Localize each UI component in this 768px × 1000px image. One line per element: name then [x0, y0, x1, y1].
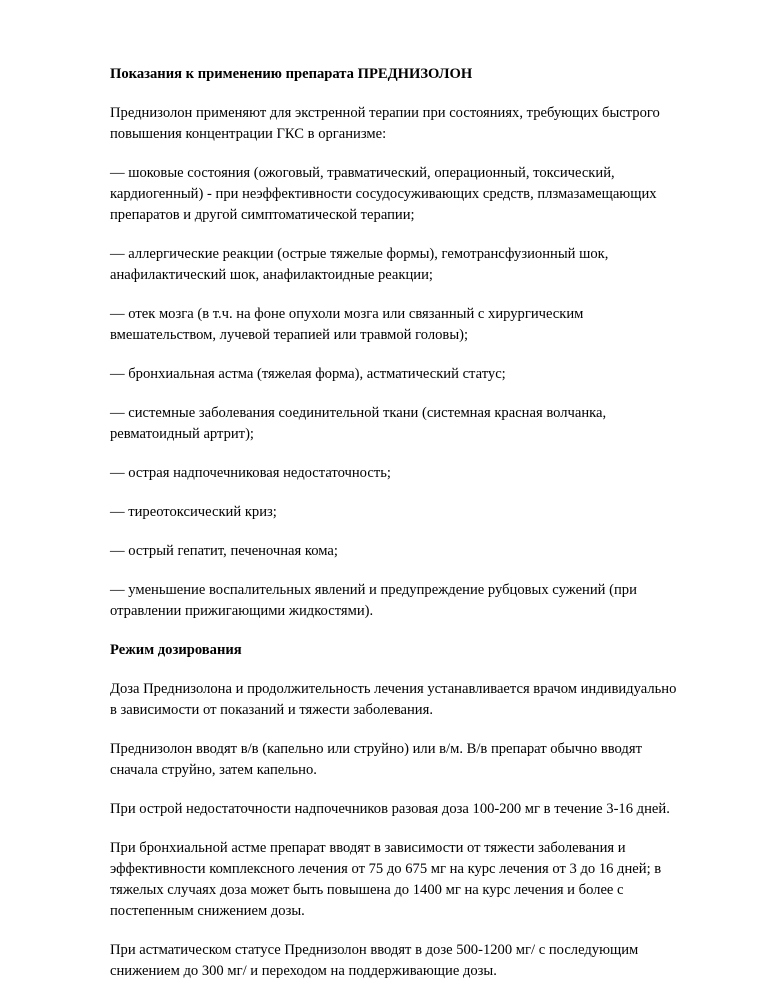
section-heading-indications: Показания к применению препарата ПРЕДНИЗОЛОН	[110, 66, 473, 82]
indication-item: — системные заболевания соединительной ткани (системная красная волчанка, ревматоидный артрит);	[110, 405, 607, 442]
indication-item: — бронхиальная астма (тяжелая форма), астматический статус;	[110, 366, 506, 382]
dosing-paragraph: При бронхиальной астме препарат вводят в зависимости от тяжести заболевания и эффективности комплексного лечения от 75 до 675 мг на курс лечения от 3 до 16 дней; в тяжелых случаях доза может быть повышена до 1400 мг на курс лечения и более с постепенным снижением дозы.	[110, 840, 662, 919]
dosing-paragraph: Преднизолон вводят в/в (капельно или струйно) или в/м. В/в препарат обычно вводят сначала струйно, затем капельно.	[110, 741, 642, 778]
dosing-paragraph: При астматическом статусе Преднизолон вводят в дозе 500-1200 мг/ с последующим снижением до 300 мг/ и переходом на поддерживающие дозы.	[110, 942, 639, 979]
document-body	[110, 64, 700, 1000]
indication-item: — тиреотоксический криз;	[110, 504, 277, 520]
dosing-paragraph: Доза Преднизолона и продолжительность лечения устанавливается врачом индивидуально в зависимости от показаний и тяжести заболевания.	[110, 681, 677, 718]
indication-item: — острая надпочечниковая недостаточность;	[110, 465, 391, 481]
indication-item: — уменьшение воспалительных явлений и предупреждение рубцовых сужений (при отравлении прижигающими жидкостями).	[110, 582, 637, 619]
intro-paragraph: Преднизолон применяют для экстренной терапии при состояниях, требующих быстрого повышения концентрации ГКС в организме:	[110, 105, 660, 142]
indication-item: — отек мозга (в т.ч. на фоне опухоли мозга или связанный с хирургическим вмешательством, лучевой терапией или травмой головы);	[110, 306, 584, 343]
indication-item: — шоковые состояния (ожоговый, травматический, операционный, токсический, кардиогенный) - при неэффективности сосудосуживающих средств, плзмазамещающих препаратов и другой симптоматической терапии;	[110, 165, 657, 223]
indication-item: — аллергические реакции (острые тяжелые формы), гемотрансфузионный шок, анафилактический шок, анафилактоидные реакции;	[110, 246, 609, 283]
section-heading-dosing: Режим дозирования	[110, 642, 242, 658]
dosing-paragraph: При острой недостаточности надпочечников разовая доза 100-200 мг в течение 3-16 дней.	[110, 801, 670, 817]
indication-item: — острый гепатит, печеночная кома;	[110, 543, 338, 559]
